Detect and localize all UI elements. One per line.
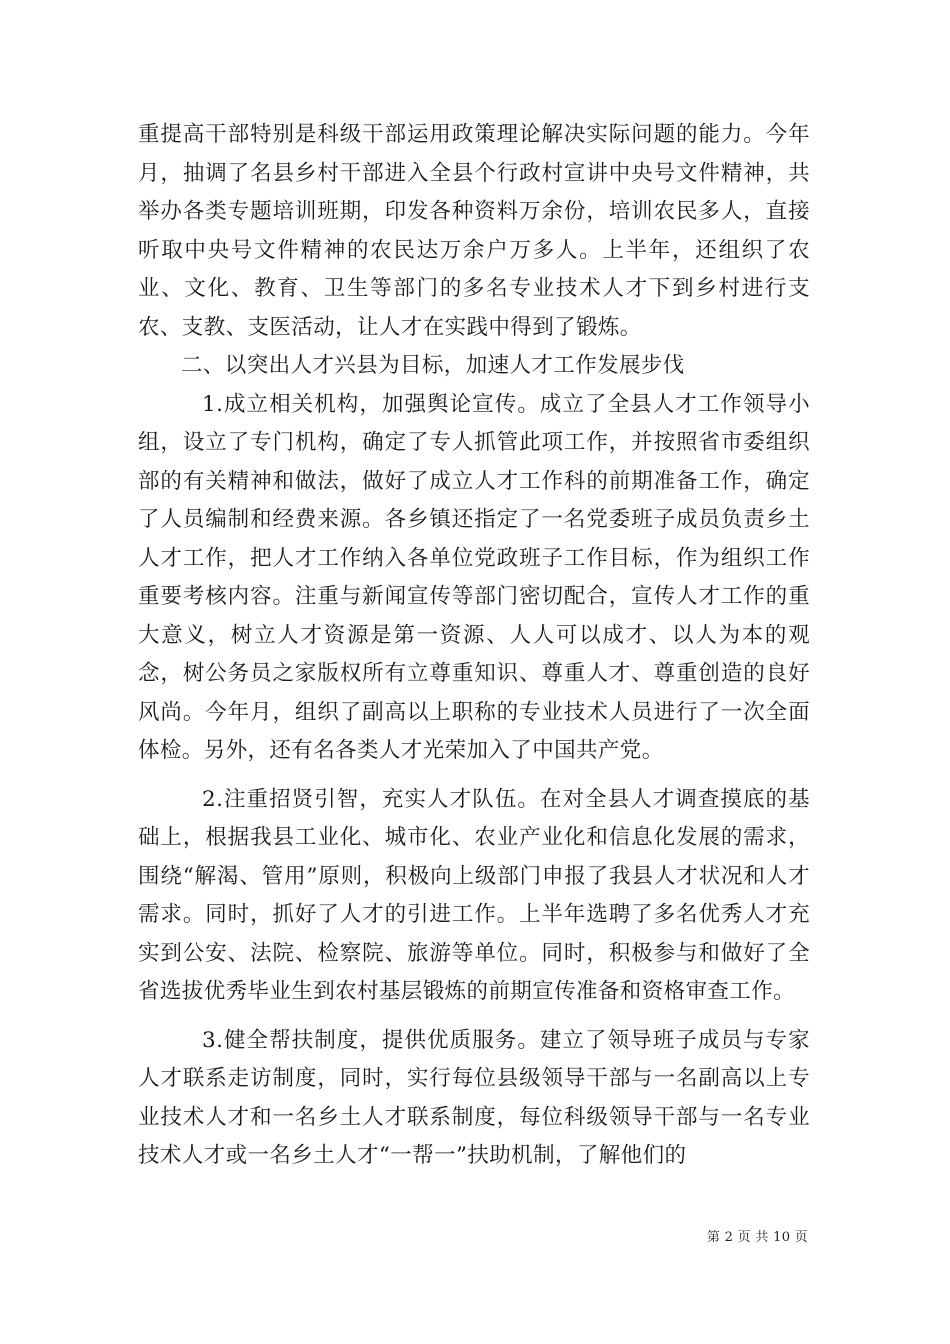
section-heading-2: 二、以突出人才兴县为目标，加速人才工作发展步伐 — [181, 353, 685, 378]
body-paragraph-item-2: 2.注重招贤引智，充实人才队伍。在对全县人才调查摸底的基础上，根据我县工业化、城市化、农业产业化和信息化发展的需求，围绕“解渴、管用”原则，积极向上级部门申报了我县人才状况和人才需求。同时，抓好了人才的引进工作。上半年选聘了多名优秀人才充实到公安、法院、检察院、旅游等单位。同时，积极参与和做好了全省选拔优秀毕业生到农村基层锻炼的前期宣传准备和资格审查工作。 — [138, 786, 810, 1004]
document-body — [138, 116, 810, 1176]
page-number-footer: 第 2 页 共 10 页 — [706, 1230, 808, 1245]
body-paragraph-1: 重提高干部特别是科级干部运用政策理论解决实际问题的能力。今年月，抽调了名县乡村干部进入全县个行政村宣讲中央号文件精神，共举办各类专题培训班期，印发各种资料万余份，培训农民多人，直接听取中央号文件精神的农民达万余户万多人。上半年，还组织了农业、文化、教育、卫生等部门的多名专业技术人才下到乡村进行支农、支教、支医活动，让人才在实践中得到了锻炼。 — [138, 122, 810, 340]
body-paragraph-item-3: 3.健全帮扶制度，提供优质服务。建立了领导班子成员与专家人才联系走访制度，同时，实行每位县级领导干部与一名副高以上专业技术人才和一名乡土人才联系制度，每位科级领导干部与一名专业技术人才或一名乡土人才“一帮一”扶助机制，了解他们的 — [138, 1027, 810, 1168]
body-paragraph-item-1: 1.成立相关机构，加强舆论宣传。成立了全县人才工作领导小组，设立了专门机构，确定了专人抓管此项工作，并按照省市委组织部的有关精神和做法，做好了成立人才工作科的前期准备工作，确定了人员编制和经费来源。各乡镇还指定了一名党委班子成员负责乡土人才工作，把人才工作纳入各单位党政班子工作目标，作为组织工作重要考核内容。注重与新闻宣传等部门密切配合，宣传人才工作的重大意义，树立人才资源是第一资源、人人可以成才、以人为本的观念，树公务员之家版权所有立尊重知识、尊重人才、尊重创造的良好风尚。今年月，组织了副高以上职称的专业技术人员进行了一次全面体检。另外，还有名各类人才光荣加入了中国共产党。 — [138, 391, 810, 763]
